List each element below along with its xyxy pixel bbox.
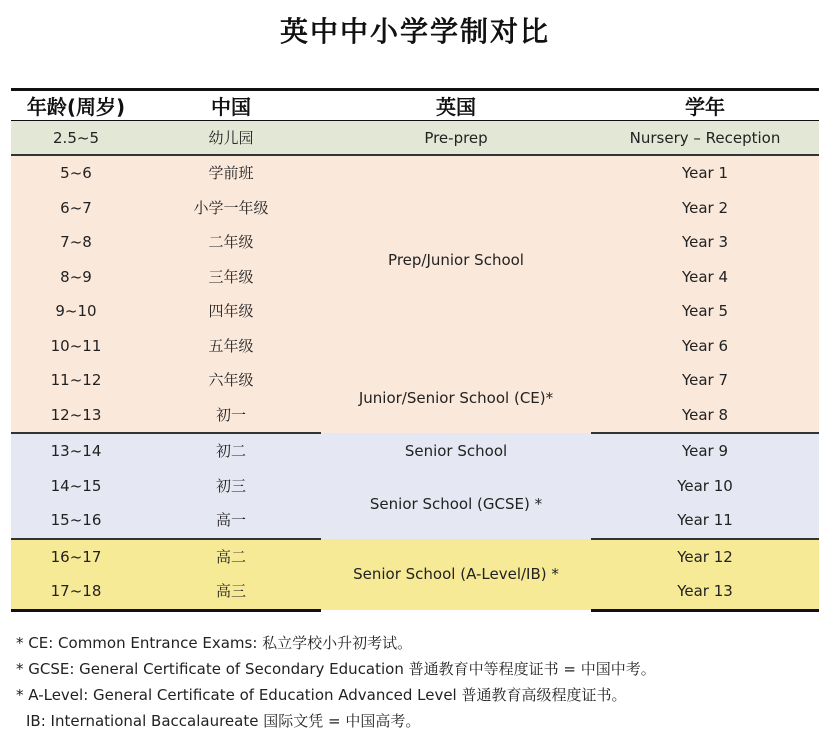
china-cell: 三年级: [141, 260, 321, 295]
footnote-ib: IB: International Baccalaureate 国际文凭 = 中国高考。: [26, 712, 421, 730]
year-cell: Year 10: [591, 469, 819, 504]
china-cell: 初二: [141, 433, 321, 469]
china-cell: 四年级: [141, 294, 321, 329]
age-cell: 6~7: [11, 191, 141, 226]
footnote-gcse: * GCSE: General Certificate of Secondary Education 普通教育中等程度证书 = 中国中考。: [16, 660, 656, 678]
table-row: [11, 433, 819, 469]
age-cell: 16~17: [11, 539, 141, 575]
footnotes: [16, 630, 816, 734]
china-cell: 高三: [141, 574, 321, 610]
year-cell: Year 5: [591, 294, 819, 329]
year-cell: Year 11: [591, 503, 819, 539]
footnote-ce: * CE: Common Entrance Exams: 私立学校小升初考试。: [16, 634, 413, 652]
china-cell: 小学一年级: [141, 191, 321, 226]
table-header-row: [11, 90, 819, 121]
table-row: [11, 155, 819, 191]
uk-cell: Pre-prep: [321, 121, 591, 156]
table-row: [11, 539, 819, 575]
age-cell: 5~6: [11, 155, 141, 191]
year-cell: Year 7: [591, 363, 819, 398]
age-cell: 17~18: [11, 574, 141, 610]
age-cell: 8~9: [11, 260, 141, 295]
year-cell: Year 9: [591, 433, 819, 469]
china-cell: 初三: [141, 469, 321, 504]
year-cell: Nursery – Reception: [591, 121, 819, 156]
comparison-table: [11, 88, 819, 612]
china-cell: 幼儿园: [141, 121, 321, 156]
age-cell: 9~10: [11, 294, 141, 329]
year-cell: Year 13: [591, 574, 819, 610]
uk-cell: Senior School (GCSE) *: [321, 469, 591, 539]
year-cell: Year 6: [591, 329, 819, 364]
page-title: 英中中小学学制对比: [279, 15, 550, 48]
table-row: [11, 363, 819, 398]
age-cell: 12~13: [11, 398, 141, 434]
china-cell: 高二: [141, 539, 321, 575]
uk-cell: Senior School: [321, 433, 591, 469]
year-cell: Year 8: [591, 398, 819, 434]
table-row: [11, 121, 819, 156]
china-cell: 初一: [141, 398, 321, 434]
age-cell: 15~16: [11, 503, 141, 539]
table-row: [11, 469, 819, 504]
year-cell: Year 3: [591, 225, 819, 260]
footnote-alevel: * A-Level: General Certificate of Education Advanced Level 普通教育高级程度证书。: [16, 686, 627, 704]
uk-cell: Prep/Junior School: [321, 155, 591, 363]
year-cell: Year 2: [591, 191, 819, 226]
age-cell: 2.5~5: [11, 121, 141, 156]
uk-cell: Junior/Senior School (CE)*: [321, 363, 591, 433]
age-cell: 10~11: [11, 329, 141, 364]
china-cell: 学前班: [141, 155, 321, 191]
year-cell: Year 4: [591, 260, 819, 295]
china-cell: 高一: [141, 503, 321, 539]
china-cell: 六年级: [141, 363, 321, 398]
age-cell: 14~15: [11, 469, 141, 504]
header-china: 中国: [141, 90, 321, 121]
year-cell: Year 12: [591, 539, 819, 575]
china-cell: 二年级: [141, 225, 321, 260]
age-cell: 13~14: [11, 433, 141, 469]
china-cell: 五年级: [141, 329, 321, 364]
header-year: 学年: [591, 90, 819, 121]
age-cell: 7~8: [11, 225, 141, 260]
header-age: 年龄(周岁): [11, 90, 141, 121]
header-uk: 英国: [321, 90, 591, 121]
age-cell: 11~12: [11, 363, 141, 398]
uk-cell: Senior School (A-Level/IB) *: [321, 539, 591, 611]
year-cell: Year 1: [591, 155, 819, 191]
